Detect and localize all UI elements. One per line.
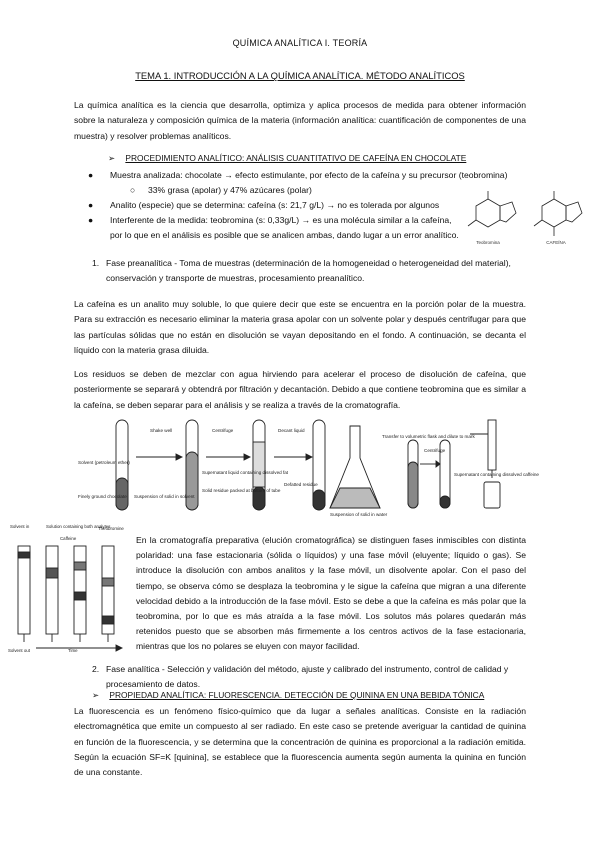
label-solvent-out: Solvent out: [8, 648, 30, 653]
column-c: [74, 546, 86, 642]
label-time: Time: [68, 648, 78, 653]
test-tube-3: [253, 420, 265, 510]
sub-bullet-text: 33% grasa (apolar) y 47% azúcares (polar): [148, 185, 312, 195]
circle-bullet-icon: ○: [130, 185, 136, 195]
label-solvent: Solvent (petroleum ether): [78, 460, 130, 465]
label-supernatant: Supernatant liquid containing dissolved fat: [202, 470, 289, 475]
chromatography-paragraph: En la cromatografía preparativa (elución cromatográfica) se distinguen fases inmiscibles con distinta polaridad: una fase estacionaria (sólida o líquidos) y una fase móvil (eluyente; líquido o gas). Se introduce la disolución con ambos analitos y la fase móvil, un disolvente apolar. Con el paso del tiempo, se observa cómo se desplaza la teobromina y le sigue la cafeína que migran a una diferente velocidad debido a la introducción de la fase móvil. Esto se debe a que la cafeína es más polar que la teobromina, por lo que es más atraída a la fase móvil. Los solutos más polares quedarán más retenidos puesto que se absorben más firmemente a los centros activos de la fase estacionaria, mientras que los no polares se eluyen con mayor facilidad.: [136, 535, 526, 652]
label-solution: Solution containing both analytes: [46, 524, 111, 529]
label-supernatant-2: Supernatant containing dissolved caffeine: [454, 472, 539, 477]
theobromine-label: Teobromina: [476, 240, 500, 245]
dot-bullet-icon: ●: [88, 170, 94, 180]
test-tube-4: [313, 420, 325, 510]
label-defatted: Defatted residue: [284, 482, 318, 487]
step-1-number: 1.: [92, 258, 100, 268]
label-solvent-in: Solvent in: [10, 524, 30, 529]
column-a: [18, 546, 30, 642]
column-d: [102, 546, 114, 642]
section2-heading: PROPIEDAD ANALÍTICA: FLUORESCENCIA. DETECCIÓN DE QUININA EN UNA BEBIDA TÓNICA: [109, 690, 485, 700]
residues-paragraph: Los residuos se deben de mezclar con agua hirviendo para acelerar el proceso de disolución de cafeína, que posteriormente se separará y obtendrá por filtración y decantación. Debido a que contiene teobromina que es similar a la cafeína, se deben separar para el análisis y se realiza a través de la cromatografía.: [74, 369, 526, 410]
theobromine-molecule: [468, 191, 516, 227]
bullet-3-text: Interferente de la medida: teobromina (s: 0,33g/L) → es una molécula similar a la cafeína, por lo que en el análisis es posible que se analicen ambas, dando lugar a un error analítico.: [110, 215, 459, 240]
bullet-1-text: Muestra analizada: chocolate → efecto estimulante, por efecto de la cafeína y su precursor (teobromina): [110, 170, 508, 180]
dot-bullet-icon: ●: [88, 200, 94, 210]
section1-heading-row: [108, 153, 466, 163]
section1-heading: PROCEDIMIENTO ANALÍTICO: ANÁLISIS CUANTITATIVO DE CAFEÍNA EN CHOCOLATE: [125, 153, 467, 163]
label-centrifuge-2: Centrifuge: [424, 448, 446, 453]
intro-paragraph: La química analítica es la ciencia que desarrolla, optimiza y aplica procesos de medida para obtener información sobre la naturaleza y composición química de la materia (información analítica: cuantificación de componentes de una muestra) y resolver problemas analíticos.: [74, 100, 526, 141]
course-header: QUÍMICA ANALÍTICA I. TEORÍA: [232, 38, 368, 48]
label-suspension: Suspension of solid in solvent: [134, 494, 195, 499]
column-b: [46, 546, 58, 642]
label-decant: Decant liquid: [278, 428, 305, 433]
arrow-bullet-icon: ➢: [92, 690, 100, 700]
step-2-text: Fase analítica - Selección y validación del método, ajuste y calibrado del instrumento, control de calidad y procesamiento de datos.: [106, 664, 509, 689]
chromatography-columns-figure: [6, 522, 134, 656]
fluorescence-paragraph: La fluorescencia es un fenómeno físico-químico que da lugar a señales analíticas. Consiste en la radiación electromagnética que emite un compuesto al ser radiado. En este caso se pretende averiguar la cantidad de quinina en función de la fluorescencia, y se determina que la concentración de quinina es proporcional a la radiación emitida. Según la ecuación SF=K [quinina], se establece que la fluorescencia aumenta según aumenta la quinina en función de una constante.: [74, 706, 526, 778]
label-centrifuge: Centrifuge: [212, 428, 234, 433]
dot-bullet-icon: ●: [88, 215, 94, 225]
caffeine-molecule: [534, 191, 582, 236]
section2-heading-row: [92, 690, 484, 700]
label-theobromine: Theobromine: [98, 526, 124, 531]
label-transfer: Transfer to volumetric flask and dilute to mark: [382, 434, 475, 439]
caffeine-label: CAFEÍNA: [546, 240, 566, 245]
molecule-structures-figure: [458, 186, 598, 254]
test-tube-5: [408, 440, 418, 508]
step-1-text: Fase preanalítica - Toma de muestras (determinación de la homogeneidad o heterogeneidad del material), conservación y transporte de muestras, procesamiento preanalítico.: [106, 258, 511, 283]
arrow-bullet-icon: ➢: [108, 153, 116, 163]
extraction-process-figure: [78, 412, 539, 524]
label-solid-residue: Solid residue packed at bottom of tube: [202, 488, 281, 493]
erlenmeyer-flask: [330, 426, 380, 508]
label-finely: Finely ground chocolate: [78, 494, 127, 499]
label-caffeine: Caffeine: [60, 536, 77, 541]
bullet-2-text: Analito (especie) que se determina: cafeína (s: 21,7 g/L) → no es tolerada por algunos: [110, 200, 440, 210]
label-shake: Shake well: [150, 428, 173, 433]
label-suspension-water: Suspension of solid in water: [330, 512, 388, 517]
step-2-number: 2.: [92, 664, 100, 674]
caffeine-paragraph: La cafeína es un analito muy soluble, lo que quiere decir que este se encuentra en la porción polar de la muestra. Para su extracción es necesario eliminar la materia grasa apolar con un solvente polar y después centrifugar para que las partículas sólidas que no están en disolución se vayan depositando en el fondo. A continuación, se decanta el líquido con la materia grasa diluida.: [74, 299, 526, 355]
page-title: TEMA 1. INTRODUCCIÓN A LA QUÍMICA ANALÍTICA. MÉTODO ANALÍTICOS: [135, 70, 465, 81]
